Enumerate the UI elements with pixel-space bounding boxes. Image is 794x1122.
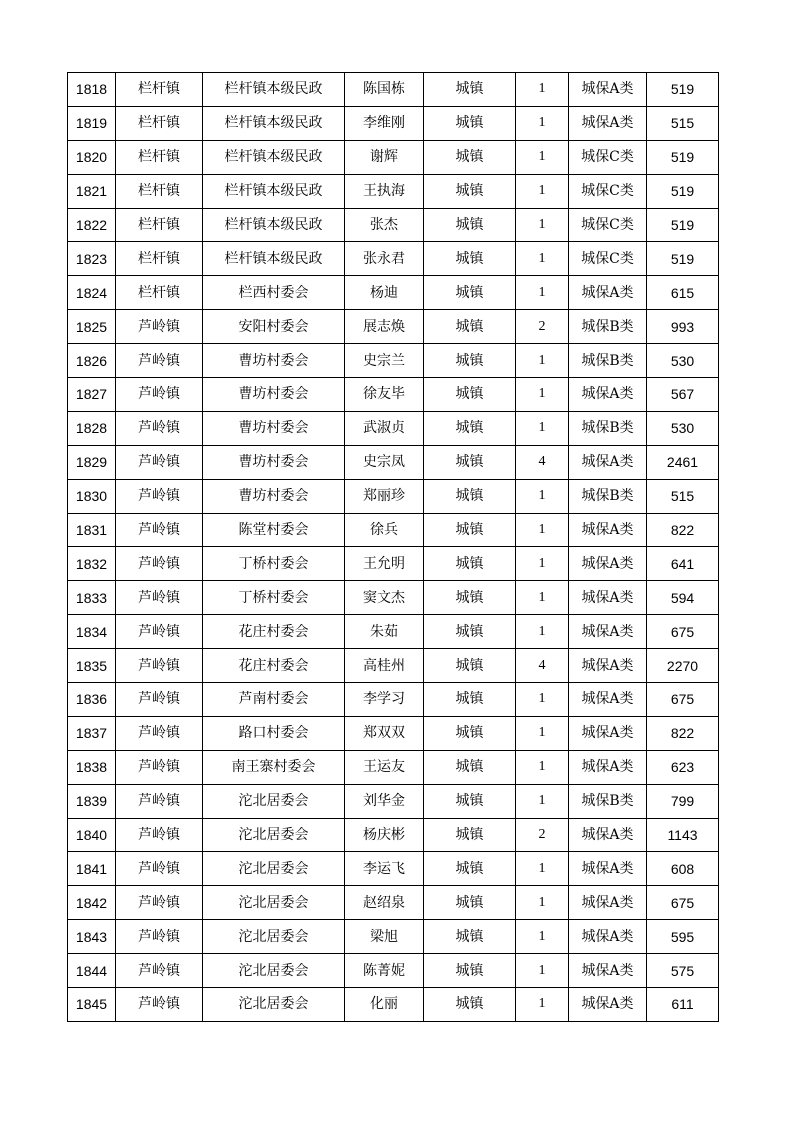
town-cell: 芦岭镇 xyxy=(116,886,203,920)
serial-number-cell: 1840 xyxy=(68,818,116,852)
town-cell: 芦岭镇 xyxy=(116,988,203,1022)
person-name-cell: 李维刚 xyxy=(345,106,424,140)
committee-cell: 芦南村委会 xyxy=(203,683,345,717)
category-cell: 城保C类 xyxy=(569,140,647,174)
person-name-cell: 武淑贞 xyxy=(345,411,424,445)
table-row xyxy=(68,920,719,954)
town-cell: 芦岭镇 xyxy=(116,411,203,445)
committee-cell: 栏杆镇本级民政 xyxy=(203,208,345,242)
area-type-cell: 城镇 xyxy=(424,106,516,140)
area-type-cell: 城镇 xyxy=(424,615,516,649)
town-cell: 芦岭镇 xyxy=(116,954,203,988)
table-row xyxy=(68,445,719,479)
table-row xyxy=(68,310,719,344)
area-type-cell: 城镇 xyxy=(424,140,516,174)
person-name-cell: 陈国栋 xyxy=(345,73,424,107)
amount-cell: 530 xyxy=(647,344,719,378)
town-cell: 栏杆镇 xyxy=(116,140,203,174)
town-cell: 芦岭镇 xyxy=(116,513,203,547)
amount-cell: 2270 xyxy=(647,649,719,683)
person-name-cell: 窦文杰 xyxy=(345,581,424,615)
committee-cell: 曹坊村委会 xyxy=(203,479,345,513)
household-size-cell: 1 xyxy=(516,581,569,615)
household-size-cell: 1 xyxy=(516,920,569,954)
household-size-cell: 1 xyxy=(516,411,569,445)
area-type-cell: 城镇 xyxy=(424,716,516,750)
table-row xyxy=(68,276,719,310)
area-type-cell: 城镇 xyxy=(424,479,516,513)
committee-cell: 沱北居委会 xyxy=(203,886,345,920)
category-cell: 城保A类 xyxy=(569,750,647,784)
amount-cell: 519 xyxy=(647,242,719,276)
category-cell: 城保A类 xyxy=(569,716,647,750)
amount-cell: 675 xyxy=(647,683,719,717)
category-cell: 城保A类 xyxy=(569,445,647,479)
town-cell: 芦岭镇 xyxy=(116,344,203,378)
serial-number-cell: 1819 xyxy=(68,106,116,140)
amount-cell: 567 xyxy=(647,378,719,412)
table-row xyxy=(68,344,719,378)
household-size-cell: 1 xyxy=(516,716,569,750)
table-row xyxy=(68,988,719,1022)
table-row xyxy=(68,649,719,683)
serial-number-cell: 1845 xyxy=(68,988,116,1022)
household-size-cell: 1 xyxy=(516,886,569,920)
table-row xyxy=(68,73,719,107)
serial-number-cell: 1836 xyxy=(68,683,116,717)
amount-cell: 595 xyxy=(647,920,719,954)
area-type-cell: 城镇 xyxy=(424,208,516,242)
serial-number-cell: 1834 xyxy=(68,615,116,649)
category-cell: 城保B类 xyxy=(569,479,647,513)
amount-cell: 519 xyxy=(647,140,719,174)
table-row xyxy=(68,547,719,581)
town-cell: 栏杆镇 xyxy=(116,174,203,208)
category-cell: 城保A类 xyxy=(569,547,647,581)
committee-cell: 曹坊村委会 xyxy=(203,378,345,412)
town-cell: 芦岭镇 xyxy=(116,750,203,784)
table-row xyxy=(68,378,719,412)
town-cell: 栏杆镇 xyxy=(116,106,203,140)
serial-number-cell: 1841 xyxy=(68,852,116,886)
category-cell: 城保C类 xyxy=(569,174,647,208)
household-size-cell: 1 xyxy=(516,479,569,513)
area-type-cell: 城镇 xyxy=(424,174,516,208)
serial-number-cell: 1818 xyxy=(68,73,116,107)
serial-number-cell: 1837 xyxy=(68,716,116,750)
category-cell: 城保A类 xyxy=(569,106,647,140)
table-row xyxy=(68,750,719,784)
area-type-cell: 城镇 xyxy=(424,750,516,784)
committee-cell: 栏杆镇本级民政 xyxy=(203,242,345,276)
person-name-cell: 王运友 xyxy=(345,750,424,784)
household-size-cell: 1 xyxy=(516,140,569,174)
committee-cell: 曹坊村委会 xyxy=(203,445,345,479)
area-type-cell: 城镇 xyxy=(424,73,516,107)
amount-cell: 675 xyxy=(647,886,719,920)
person-name-cell: 李运飞 xyxy=(345,852,424,886)
household-size-cell: 1 xyxy=(516,242,569,276)
table-row xyxy=(68,208,719,242)
amount-cell: 515 xyxy=(647,106,719,140)
area-type-cell: 城镇 xyxy=(424,513,516,547)
town-cell: 芦岭镇 xyxy=(116,716,203,750)
committee-cell: 陈堂村委会 xyxy=(203,513,345,547)
town-cell: 芦岭镇 xyxy=(116,615,203,649)
table-row xyxy=(68,852,719,886)
household-size-cell: 2 xyxy=(516,818,569,852)
serial-number-cell: 1826 xyxy=(68,344,116,378)
person-name-cell: 朱茹 xyxy=(345,615,424,649)
table-row xyxy=(68,784,719,818)
category-cell: 城保A类 xyxy=(569,920,647,954)
serial-number-cell: 1844 xyxy=(68,954,116,988)
area-type-cell: 城镇 xyxy=(424,411,516,445)
area-type-cell: 城镇 xyxy=(424,547,516,581)
town-cell: 芦岭镇 xyxy=(116,378,203,412)
person-name-cell: 徐友毕 xyxy=(345,378,424,412)
committee-cell: 沱北居委会 xyxy=(203,954,345,988)
person-name-cell: 高桂州 xyxy=(345,649,424,683)
committee-cell: 栏杆镇本级民政 xyxy=(203,174,345,208)
serial-number-cell: 1824 xyxy=(68,276,116,310)
person-name-cell: 张杰 xyxy=(345,208,424,242)
category-cell: 城保C类 xyxy=(569,242,647,276)
area-type-cell: 城镇 xyxy=(424,886,516,920)
serial-number-cell: 1842 xyxy=(68,886,116,920)
household-size-cell: 1 xyxy=(516,344,569,378)
household-size-cell: 1 xyxy=(516,852,569,886)
committee-cell: 安阳村委会 xyxy=(203,310,345,344)
category-cell: 城保A类 xyxy=(569,378,647,412)
town-cell: 芦岭镇 xyxy=(116,547,203,581)
household-size-cell: 2 xyxy=(516,310,569,344)
amount-cell: 594 xyxy=(647,581,719,615)
committee-cell: 路口村委会 xyxy=(203,716,345,750)
serial-number-cell: 1820 xyxy=(68,140,116,174)
roster-table xyxy=(67,72,719,1022)
person-name-cell: 王执海 xyxy=(345,174,424,208)
area-type-cell: 城镇 xyxy=(424,920,516,954)
category-cell: 城保A类 xyxy=(569,649,647,683)
person-name-cell: 杨迪 xyxy=(345,276,424,310)
category-cell: 城保C类 xyxy=(569,208,647,242)
amount-cell: 575 xyxy=(647,954,719,988)
area-type-cell: 城镇 xyxy=(424,378,516,412)
area-type-cell: 城镇 xyxy=(424,683,516,717)
household-size-cell: 4 xyxy=(516,445,569,479)
serial-number-cell: 1821 xyxy=(68,174,116,208)
table-row xyxy=(68,513,719,547)
household-size-cell: 1 xyxy=(516,378,569,412)
committee-cell: 花庄村委会 xyxy=(203,649,345,683)
table-row xyxy=(68,479,719,513)
table-row xyxy=(68,106,719,140)
town-cell: 芦岭镇 xyxy=(116,479,203,513)
area-type-cell: 城镇 xyxy=(424,852,516,886)
category-cell: 城保A类 xyxy=(569,818,647,852)
area-type-cell: 城镇 xyxy=(424,310,516,344)
town-cell: 芦岭镇 xyxy=(116,581,203,615)
household-size-cell: 1 xyxy=(516,750,569,784)
person-name-cell: 展志焕 xyxy=(345,310,424,344)
amount-cell: 515 xyxy=(647,479,719,513)
household-size-cell: 1 xyxy=(516,73,569,107)
household-size-cell: 1 xyxy=(516,513,569,547)
person-name-cell: 李学习 xyxy=(345,683,424,717)
household-size-cell: 1 xyxy=(516,784,569,818)
amount-cell: 608 xyxy=(647,852,719,886)
amount-cell: 799 xyxy=(647,784,719,818)
table-row xyxy=(68,581,719,615)
amount-cell: 2461 xyxy=(647,445,719,479)
town-cell: 芦岭镇 xyxy=(116,852,203,886)
town-cell: 芦岭镇 xyxy=(116,683,203,717)
amount-cell: 519 xyxy=(647,208,719,242)
town-cell: 芦岭镇 xyxy=(116,649,203,683)
town-cell: 栏杆镇 xyxy=(116,242,203,276)
household-size-cell: 1 xyxy=(516,988,569,1022)
area-type-cell: 城镇 xyxy=(424,649,516,683)
category-cell: 城保B类 xyxy=(569,784,647,818)
category-cell: 城保B类 xyxy=(569,344,647,378)
serial-number-cell: 1828 xyxy=(68,411,116,445)
amount-cell: 530 xyxy=(647,411,719,445)
area-type-cell: 城镇 xyxy=(424,988,516,1022)
committee-cell: 沱北居委会 xyxy=(203,818,345,852)
amount-cell: 822 xyxy=(647,716,719,750)
amount-cell: 993 xyxy=(647,310,719,344)
area-type-cell: 城镇 xyxy=(424,276,516,310)
category-cell: 城保A类 xyxy=(569,73,647,107)
committee-cell: 沱北居委会 xyxy=(203,852,345,886)
category-cell: 城保A类 xyxy=(569,852,647,886)
table-row xyxy=(68,683,719,717)
person-name-cell: 徐兵 xyxy=(345,513,424,547)
serial-number-cell: 1827 xyxy=(68,378,116,412)
person-name-cell: 谢辉 xyxy=(345,140,424,174)
amount-cell: 611 xyxy=(647,988,719,1022)
area-type-cell: 城镇 xyxy=(424,344,516,378)
table-row xyxy=(68,140,719,174)
person-name-cell: 郑双双 xyxy=(345,716,424,750)
town-cell: 栏杆镇 xyxy=(116,73,203,107)
person-name-cell: 梁旭 xyxy=(345,920,424,954)
amount-cell: 519 xyxy=(647,73,719,107)
person-name-cell: 陈菁妮 xyxy=(345,954,424,988)
category-cell: 城保A类 xyxy=(569,276,647,310)
person-name-cell: 赵绍泉 xyxy=(345,886,424,920)
amount-cell: 623 xyxy=(647,750,719,784)
category-cell: 城保A类 xyxy=(569,513,647,547)
category-cell: 城保A类 xyxy=(569,886,647,920)
serial-number-cell: 1822 xyxy=(68,208,116,242)
household-size-cell: 1 xyxy=(516,208,569,242)
household-size-cell: 1 xyxy=(516,547,569,581)
committee-cell: 曹坊村委会 xyxy=(203,411,345,445)
person-name-cell: 史宗兰 xyxy=(345,344,424,378)
committee-cell: 南王寨村委会 xyxy=(203,750,345,784)
serial-number-cell: 1823 xyxy=(68,242,116,276)
table-row xyxy=(68,411,719,445)
amount-cell: 1143 xyxy=(647,818,719,852)
table-row xyxy=(68,242,719,276)
table-row xyxy=(68,954,719,988)
serial-number-cell: 1839 xyxy=(68,784,116,818)
committee-cell: 沱北居委会 xyxy=(203,784,345,818)
area-type-cell: 城镇 xyxy=(424,818,516,852)
committee-cell: 栏西村委会 xyxy=(203,276,345,310)
town-cell: 栏杆镇 xyxy=(116,276,203,310)
household-size-cell: 1 xyxy=(516,276,569,310)
committee-cell: 栏杆镇本级民政 xyxy=(203,73,345,107)
amount-cell: 519 xyxy=(647,174,719,208)
roster-body xyxy=(68,73,719,1022)
area-type-cell: 城镇 xyxy=(424,445,516,479)
category-cell: 城保B类 xyxy=(569,411,647,445)
table-row xyxy=(68,886,719,920)
category-cell: 城保A类 xyxy=(569,683,647,717)
amount-cell: 641 xyxy=(647,547,719,581)
committee-cell: 曹坊村委会 xyxy=(203,344,345,378)
committee-cell: 沱北居委会 xyxy=(203,988,345,1022)
town-cell: 芦岭镇 xyxy=(116,784,203,818)
household-size-cell: 4 xyxy=(516,649,569,683)
table-row xyxy=(68,818,719,852)
category-cell: 城保A类 xyxy=(569,988,647,1022)
town-cell: 芦岭镇 xyxy=(116,310,203,344)
person-name-cell: 王允明 xyxy=(345,547,424,581)
household-size-cell: 1 xyxy=(516,106,569,140)
household-size-cell: 1 xyxy=(516,615,569,649)
person-name-cell: 史宗凤 xyxy=(345,445,424,479)
amount-cell: 675 xyxy=(647,615,719,649)
table-row xyxy=(68,716,719,750)
town-cell: 芦岭镇 xyxy=(116,445,203,479)
committee-cell: 花庄村委会 xyxy=(203,615,345,649)
area-type-cell: 城镇 xyxy=(424,242,516,276)
serial-number-cell: 1830 xyxy=(68,479,116,513)
committee-cell: 沱北居委会 xyxy=(203,920,345,954)
serial-number-cell: 1829 xyxy=(68,445,116,479)
person-name-cell: 郑丽珍 xyxy=(345,479,424,513)
area-type-cell: 城镇 xyxy=(424,581,516,615)
household-size-cell: 1 xyxy=(516,683,569,717)
committee-cell: 丁桥村委会 xyxy=(203,547,345,581)
serial-number-cell: 1833 xyxy=(68,581,116,615)
person-name-cell: 张永君 xyxy=(345,242,424,276)
person-name-cell: 刘华金 xyxy=(345,784,424,818)
area-type-cell: 城镇 xyxy=(424,784,516,818)
town-cell: 芦岭镇 xyxy=(116,818,203,852)
table-row xyxy=(68,174,719,208)
category-cell: 城保A类 xyxy=(569,954,647,988)
committee-cell: 栏杆镇本级民政 xyxy=(203,106,345,140)
serial-number-cell: 1835 xyxy=(68,649,116,683)
committee-cell: 丁桥村委会 xyxy=(203,581,345,615)
serial-number-cell: 1838 xyxy=(68,750,116,784)
amount-cell: 822 xyxy=(647,513,719,547)
table-row xyxy=(68,615,719,649)
household-size-cell: 1 xyxy=(516,174,569,208)
serial-number-cell: 1832 xyxy=(68,547,116,581)
town-cell: 芦岭镇 xyxy=(116,920,203,954)
category-cell: 城保A类 xyxy=(569,581,647,615)
serial-number-cell: 1831 xyxy=(68,513,116,547)
person-name-cell: 化丽 xyxy=(345,988,424,1022)
committee-cell: 栏杆镇本级民政 xyxy=(203,140,345,174)
town-cell: 栏杆镇 xyxy=(116,208,203,242)
household-size-cell: 1 xyxy=(516,954,569,988)
person-name-cell: 杨庆彬 xyxy=(345,818,424,852)
serial-number-cell: 1843 xyxy=(68,920,116,954)
amount-cell: 615 xyxy=(647,276,719,310)
category-cell: 城保A类 xyxy=(569,615,647,649)
category-cell: 城保B类 xyxy=(569,310,647,344)
serial-number-cell: 1825 xyxy=(68,310,116,344)
area-type-cell: 城镇 xyxy=(424,954,516,988)
